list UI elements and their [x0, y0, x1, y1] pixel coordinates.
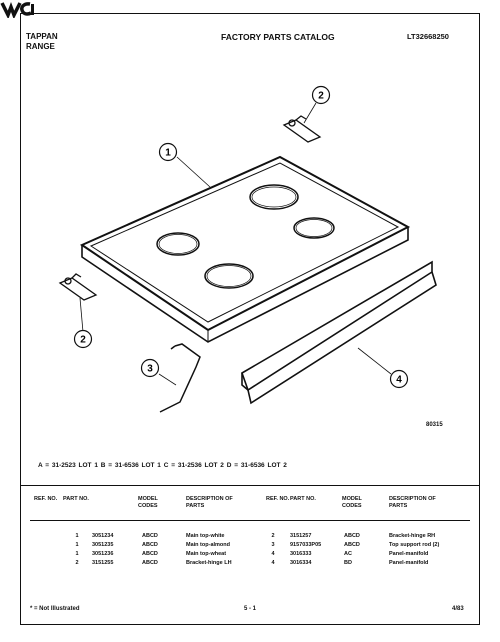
- callout-3: [142, 360, 159, 377]
- header-ref-no-left: REF. NO.: [34, 496, 58, 502]
- svg-text:3: 3: [147, 363, 153, 375]
- table-row-ref: 1: [75, 533, 79, 539]
- footnote: * = Not Illustrated: [30, 606, 80, 612]
- svg-text:4: 4: [396, 374, 402, 386]
- header-model-codes-left: MODEL CODES: [138, 496, 158, 509]
- table-row-description: Panel-manifold: [389, 560, 429, 566]
- table-row-codes: ABCD: [142, 560, 158, 566]
- header-ref-no-right: REF. NO.: [266, 496, 290, 502]
- table-row-description: Main top-wheat: [186, 551, 227, 557]
- table-row-description: Bracket-hinge RH: [389, 533, 436, 539]
- table-row-ref: 1: [75, 542, 79, 548]
- table-row-description: Panel-manifold: [389, 551, 429, 557]
- table-row-part: 3151257: [290, 533, 312, 539]
- header-part-no-right: PART NO.: [290, 496, 316, 502]
- model-number: LT32668250: [407, 32, 449, 41]
- table-row-ref: 1: [75, 551, 79, 557]
- callout-2-left: [75, 331, 92, 348]
- product-type: RANGE: [26, 42, 55, 51]
- header-description-right: DESCRIPTION OF PARTS: [389, 496, 436, 509]
- table-row-description: Top support rod (2): [389, 542, 440, 548]
- hinge-bracket-rh: [284, 116, 320, 142]
- page-number: 5 - 1: [244, 606, 257, 612]
- issue-date: 4/83: [452, 606, 464, 612]
- table-row-part: 3051235: [92, 542, 114, 548]
- model-code-legend: A = 31-2523 LOT 1 B = 31-6536 LOT 1 C = 31-2536 LOT 2 D = 31-6536 LOT 2: [38, 462, 287, 469]
- table-row-description: Main top-almond: [186, 542, 230, 548]
- svg-text:1: 1: [165, 147, 171, 159]
- table-row-codes: ABCD: [142, 542, 158, 548]
- header-description-left: DESCRIPTION OF PARTS: [186, 496, 233, 509]
- exploded-parts-diagram: [20, 60, 480, 445]
- table-row-ref: 4: [271, 560, 275, 566]
- table-row-codes: AC: [344, 551, 352, 557]
- table-row-part: 3151255: [92, 560, 114, 566]
- table-row-ref: 4: [271, 551, 275, 557]
- table-row-codes: BD: [344, 560, 352, 566]
- table-row-codes: ABCD: [142, 533, 158, 539]
- table-row-description: Bracket-hinge LH: [186, 560, 232, 566]
- svg-text:2: 2: [80, 334, 86, 346]
- top-support-rod: [160, 344, 200, 412]
- hinge-bracket-lh: [60, 274, 96, 300]
- table-row-part: 3051234: [92, 533, 114, 539]
- main-top-part: [82, 157, 408, 342]
- table-row-codes: ABCD: [142, 551, 158, 557]
- table-row-codes: ABCD: [344, 533, 360, 539]
- svg-text:2: 2: [318, 90, 324, 102]
- table-row-part: 9157033P05: [290, 542, 322, 548]
- header-model-codes-right: MODEL CODES: [342, 496, 362, 509]
- callout-2-top: [313, 87, 330, 104]
- table-row-part: 3016333: [290, 551, 312, 557]
- brand-name: TAPPAN: [26, 32, 58, 41]
- table-row-description: Main top-white: [186, 533, 225, 539]
- table-row-codes: ABCD: [344, 542, 360, 548]
- table-row-ref: 2: [75, 560, 79, 566]
- figure-number: 80315: [426, 422, 443, 428]
- table-row-part: 3016334: [290, 560, 312, 566]
- brand-block: [26, 32, 58, 52]
- header-underline: [30, 520, 470, 521]
- table-row-ref: 3: [271, 542, 275, 548]
- callout-4: [391, 371, 408, 388]
- table-top-rule: [20, 485, 480, 486]
- header-part-no-left: PART NO.: [63, 496, 89, 502]
- catalog-title: FACTORY PARTS CATALOG: [221, 32, 335, 42]
- table-row-ref: 2: [271, 533, 275, 539]
- callout-1: [160, 144, 177, 161]
- table-row-part: 3051236: [92, 551, 114, 557]
